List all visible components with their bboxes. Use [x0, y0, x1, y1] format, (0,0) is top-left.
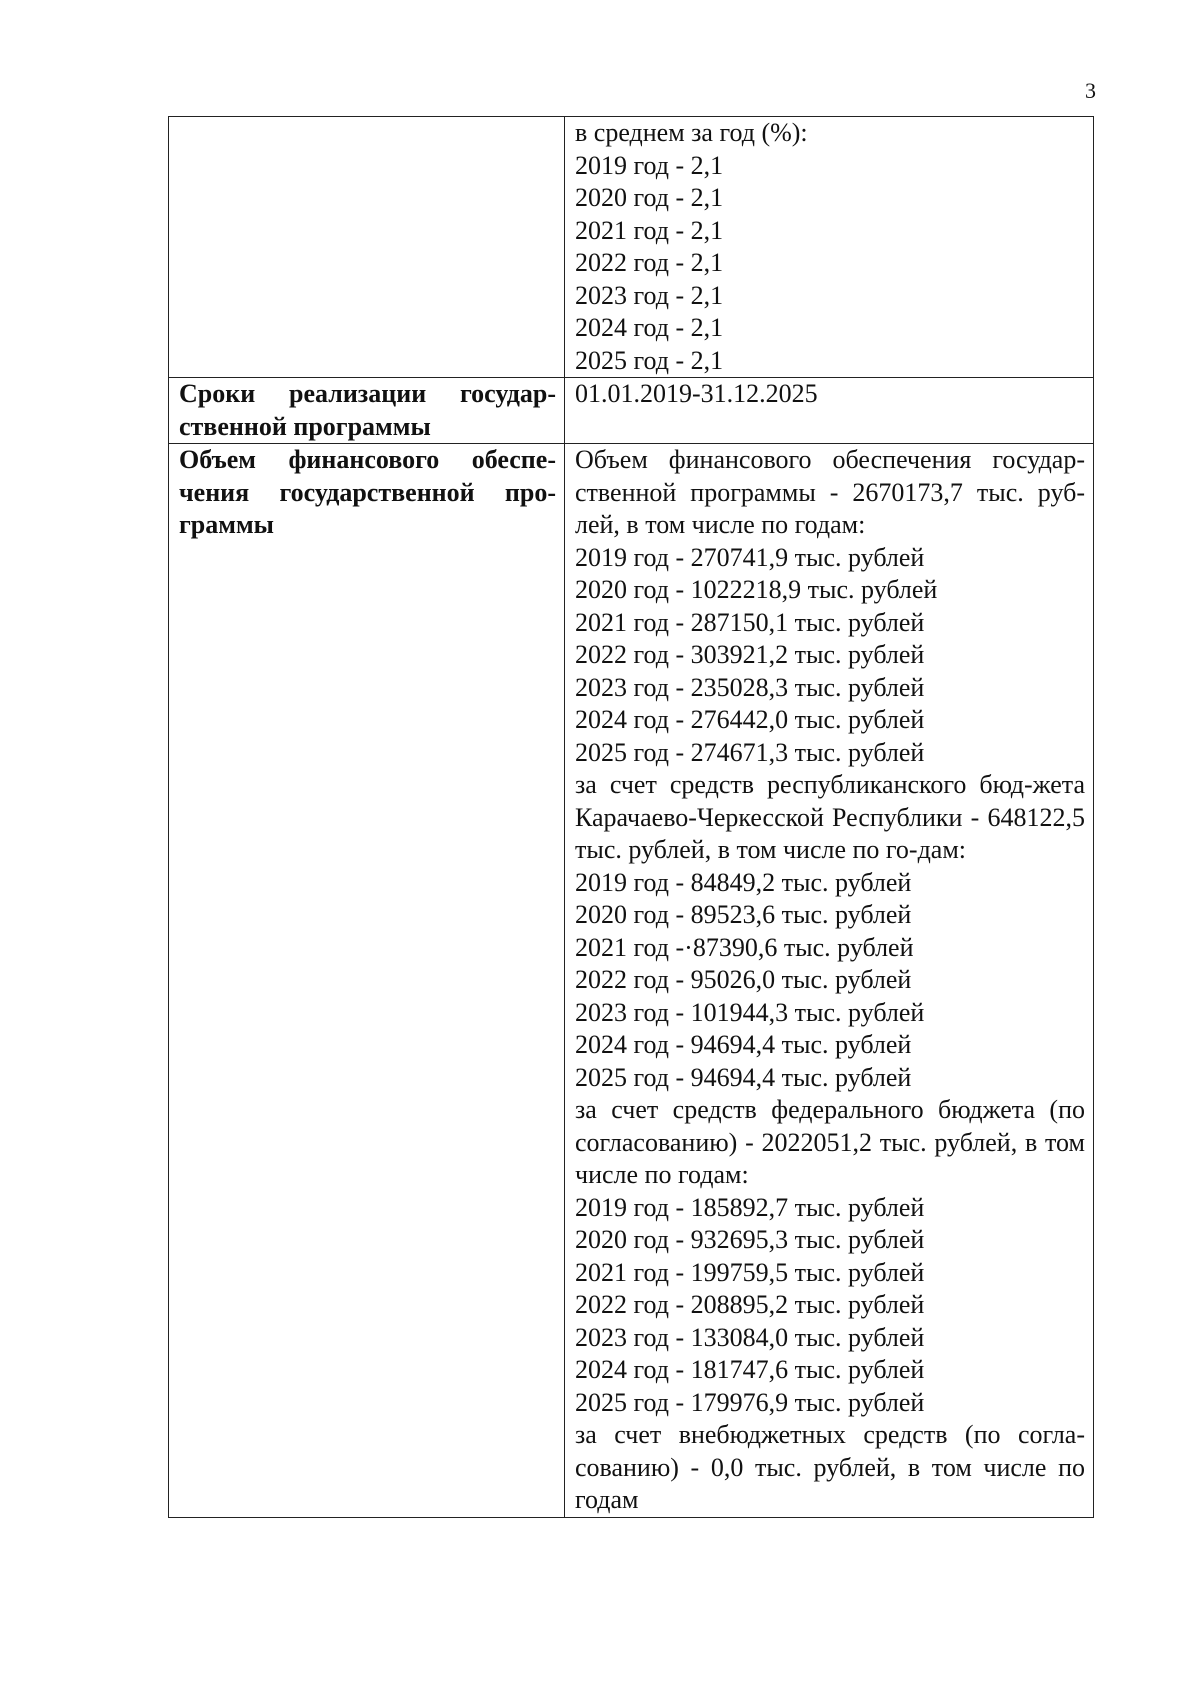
terms-value: 01.01.2019-31.12.2025 [565, 378, 1094, 444]
growth-line: 2021 год - 2,1 [575, 215, 724, 245]
federal-year-line: 2021 год - 199759,5 тыс. рублей [575, 1257, 925, 1287]
funding-intro: Объем финансового обеспечения государ-ственной программы - 2670173,7 тыс. руб-лей, в том числе по годам: [575, 445, 1085, 539]
growth-value-cell [565, 117, 1094, 378]
funding-value-cell [565, 444, 1094, 1518]
regional-year-line: 2025 год - 94694,4 тыс. рублей [575, 1062, 912, 1092]
terms-label: Сроки реализации государ-ственной программы [169, 378, 565, 444]
growth-line: 2024 год - 2,1 [575, 313, 724, 342]
extrabudget-text: за счет внебюджетных средств (по согла-сованию) - 0,0 тыс. рублей, в том числе по годам [575, 1420, 1085, 1514]
regional-year-line: 2019 год - 84849,2 тыс. рублей [575, 867, 912, 897]
total-year-line: 2023 год - 235028,3 тыс. рублей [575, 672, 925, 702]
federal-year-line: 2023 год - 133084,0 тыс. рублей [575, 1322, 925, 1352]
funding-label: Объем финансового обеспе-чения государственной про-граммы [169, 444, 565, 1518]
total-year-line: 2022 год - 303921,2 тыс. рублей [575, 640, 925, 669]
growth-line: в среднем за год (%): [575, 118, 808, 147]
federal-year-line: 2020 год - 932695,3 тыс. рублей [575, 1225, 925, 1254]
growth-line: 2019 год - 2,1 [575, 150, 724, 180]
growth-line: 2023 год - 2,1 [575, 280, 724, 310]
table-row-funding [169, 444, 1094, 1518]
growth-label-cell [169, 117, 565, 378]
regional-year-line: 2022 год - 95026,0 тыс. рублей [575, 965, 912, 994]
regional-year-line: 2021 год -·87390,6 тыс. рублей [575, 932, 914, 962]
table-row-growth [169, 117, 1094, 378]
federal-year-line: 2019 год - 185892,7 тыс. рублей [575, 1192, 925, 1222]
federal-year-line: 2025 год - 179976,9 тыс. рублей [575, 1387, 925, 1417]
regional-year-line: 2020 год - 89523,6 тыс. рублей [575, 900, 912, 929]
federal-year-line: 2024 год - 181747,6 тыс. рублей [575, 1355, 925, 1384]
regional-year-line: 2023 год - 101944,3 тыс. рублей [575, 997, 925, 1027]
growth-line: 2025 год - 2,1 [575, 345, 724, 375]
total-year-line: 2025 год - 274671,3 тыс. рублей [575, 737, 925, 767]
federal-year-line: 2022 год - 208895,2 тыс. рублей [575, 1290, 925, 1319]
growth-line: 2022 год - 2,1 [575, 248, 724, 277]
growth-line: 2020 год - 2,1 [575, 183, 724, 212]
table-row-terms [169, 378, 1094, 444]
page-number: 3 [1085, 78, 1096, 103]
federal-budget-intro: за счет средств федерального бюджета (по согласованию) - 2022051,2 тыс. рублей, в том числе по годам: [575, 1095, 1085, 1189]
total-year-line: 2019 год - 270741,9 тыс. рублей [575, 542, 925, 572]
regional-year-line: 2024 год - 94694,4 тыс. рублей [575, 1030, 912, 1059]
total-year-line: 2021 год - 287150,1 тыс. рублей [575, 607, 925, 637]
regional-budget-intro: за счет средств республиканского бюд-жета Карачаево-Черкесской Республики - 648122,5 тыс. рублей, в том числе по го-дам: [575, 770, 1085, 864]
total-year-line: 2020 год - 1022218,9 тыс. рублей [575, 575, 938, 604]
total-year-line: 2024 год - 276442,0 тыс. рублей [575, 705, 925, 734]
program-passport-table [168, 116, 1094, 1518]
